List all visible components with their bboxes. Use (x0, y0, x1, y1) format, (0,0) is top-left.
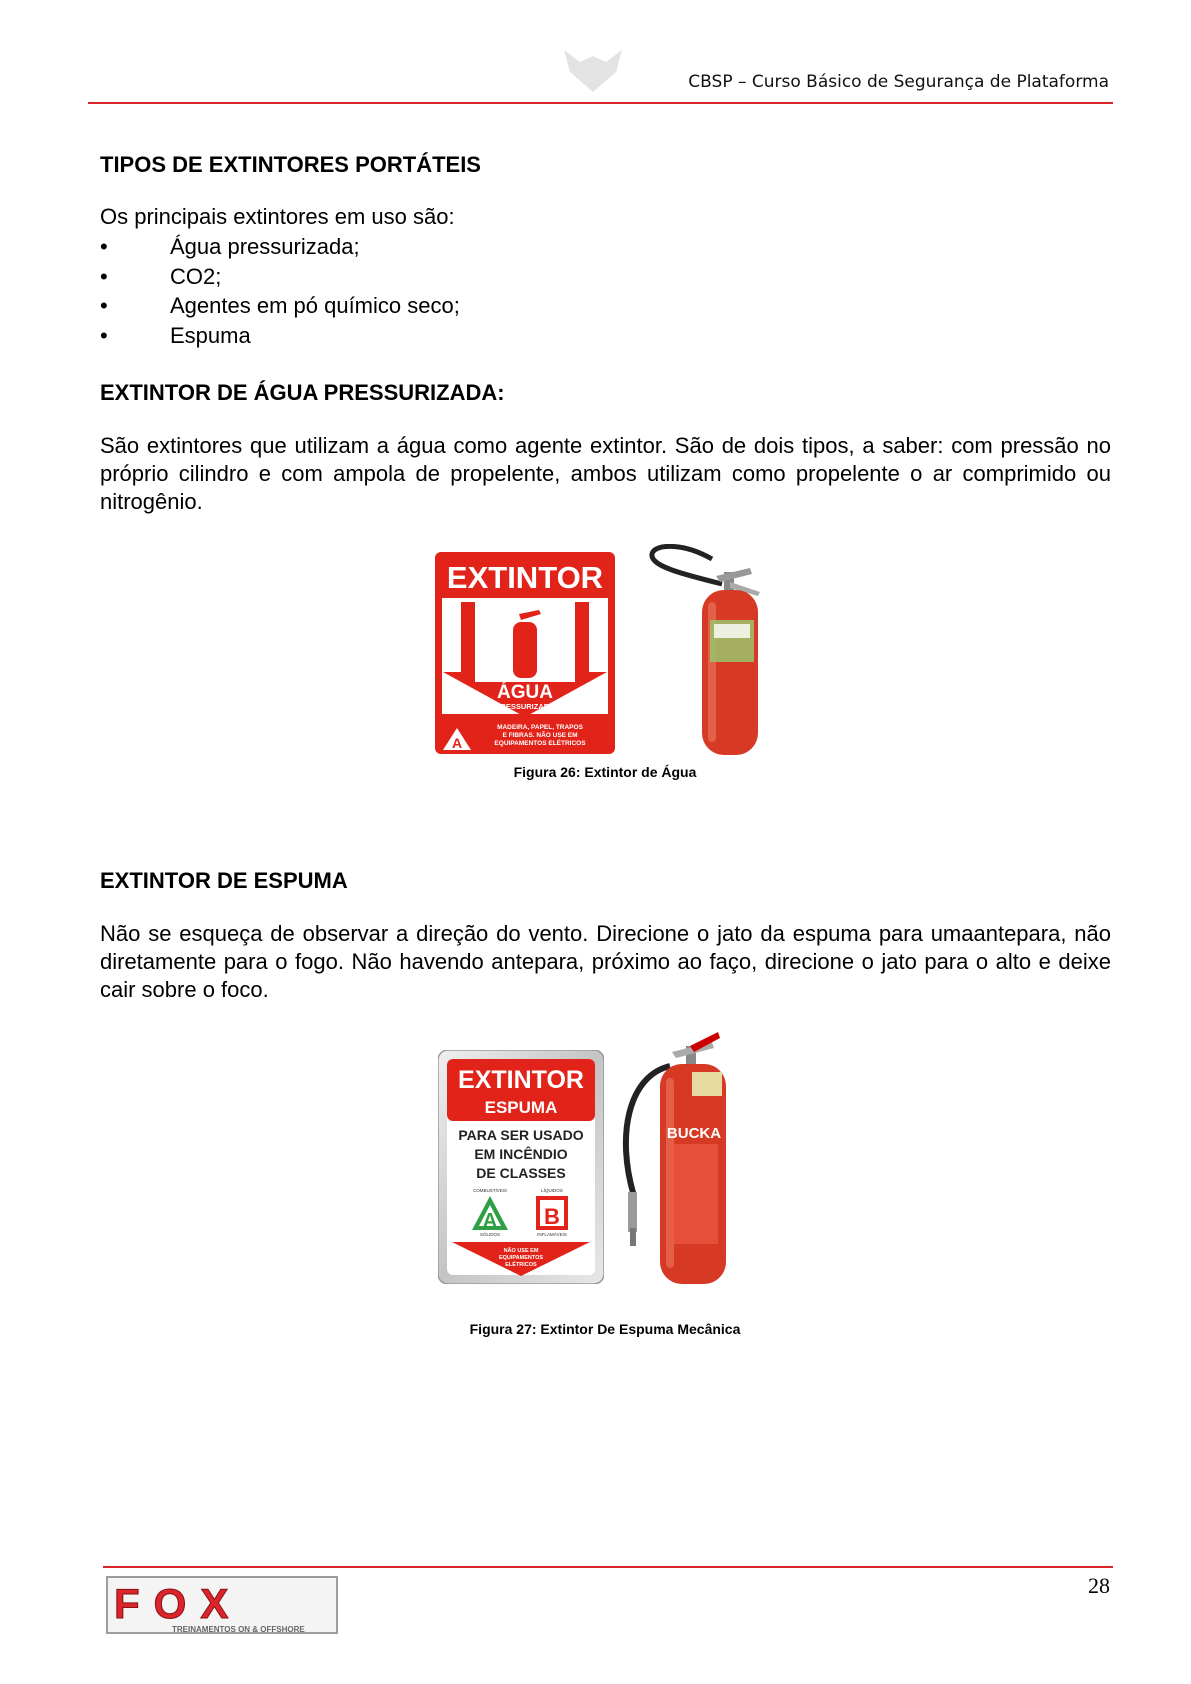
footer-divider (103, 1566, 1113, 1568)
fox-watermark-icon (558, 46, 628, 96)
svg-text:B: B (544, 1204, 560, 1229)
svg-text:EXTINTOR: EXTINTOR (458, 1066, 584, 1094)
figure-26-caption: Figura 26: Extintor de Água (513, 764, 697, 780)
svg-text:MADEIRA, PAPEL, TRAPOS: MADEIRA, PAPEL, TRAPOS (497, 724, 583, 731)
header-title: CBSP – Curso Básico de Segurança de Plataforma (688, 72, 1109, 92)
bullet-icon: • (100, 293, 108, 318)
svg-text:NÃO USE EM: NÃO USE EM (503, 1248, 539, 1254)
list-item: • Agentes em pó químico seco; (100, 291, 460, 321)
foam-extinguisher-image (608, 1026, 758, 1288)
svg-text:ÁGUA: ÁGUA (497, 682, 553, 703)
svg-text:LÍQUIDOS: LÍQUIDOS (541, 1188, 563, 1193)
svg-text:COMBUSTÍVEIS: COMBUSTÍVEIS (472, 1188, 508, 1193)
header-divider (88, 102, 1113, 104)
page-number: 28 (1088, 1573, 1110, 1598)
types-heading: TIPOS DE EXTINTORES PORTÁTEIS (100, 152, 481, 177)
bullet-icon: • (100, 263, 108, 289)
svg-text:EM INCÊNDIO: EM INCÊNDIO (474, 1146, 568, 1162)
water-extinguisher-image (642, 544, 792, 759)
svg-text:A: A (482, 1210, 498, 1232)
water-extinguisher-sign (435, 552, 615, 754)
water-heading: EXTINTOR DE ÁGUA PRESSURIZADA: (100, 380, 505, 405)
svg-text:EQUIPAMENTOS: EQUIPAMENTOS (498, 1255, 544, 1261)
foam-paragraph: Não se esqueça de observar a direção do vento. Direcione o jato da espuma para umaantepara, não diretamente para o fogo. Não havendo antepara, próximo ao faço, direcione o jato para o alto e deixe cair sobre o foco. (100, 921, 1111, 1002)
svg-text:ELÉTRICOS: ELÉTRICOS (505, 1262, 537, 1268)
svg-text:A: A (451, 735, 463, 751)
svg-text:PRESSURIZADA: PRESSURIZADA (495, 702, 555, 711)
list-item: • CO2; (100, 262, 460, 292)
foam-extinguisher-sign (438, 1050, 604, 1284)
bullet-icon: • (100, 322, 108, 348)
water-paragraph: São extintores que utilizam a água como agente extintor. São de dois tipos, a saber: com pressão no próprio cilindro e com ampola de propelente, ambos utilizam como propelente o ar comprimido ou nitrogênio. (100, 433, 1111, 514)
list-item: • Água pressurizada; (100, 232, 460, 262)
types-intro: Os principais extintores em uso são: (100, 204, 455, 229)
svg-text:EXTINTOR: EXTINTOR (446, 560, 604, 595)
svg-text:INFLAMÁVEIS: INFLAMÁVEIS (537, 1232, 567, 1237)
svg-text:EQUIPAMENTOS ELÉTRICOS: EQUIPAMENTOS ELÉTRICOS (494, 740, 586, 747)
figure-27-caption: Figura 27: Extintor De Espuma Mecânica (469, 1321, 741, 1337)
svg-text:SÓLIDOS: SÓLIDOS (479, 1232, 501, 1237)
extinguisher-type-list (100, 232, 460, 350)
list-item: • Espuma (100, 321, 460, 351)
bullet-icon: • (100, 234, 108, 259)
fox-logo (106, 1576, 346, 1640)
svg-text:PARA SER USADO: PARA SER USADO (458, 1127, 584, 1143)
svg-text:FOX: FOX (114, 1580, 243, 1627)
foam-heading: EXTINTOR DE ESPUMA (100, 868, 348, 893)
svg-text:ESPUMA: ESPUMA (484, 1098, 558, 1117)
svg-text:DE CLASSES: DE CLASSES (476, 1165, 566, 1181)
svg-text:TREINAMENTOS ON & OFFSHORE: TREINAMENTOS ON & OFFSHORE (172, 1625, 305, 1634)
svg-text:E FIBRAS. NÃO USE EM: E FIBRAS. NÃO USE EM (502, 732, 578, 739)
svg-text:BUCKA: BUCKA (666, 1125, 722, 1142)
